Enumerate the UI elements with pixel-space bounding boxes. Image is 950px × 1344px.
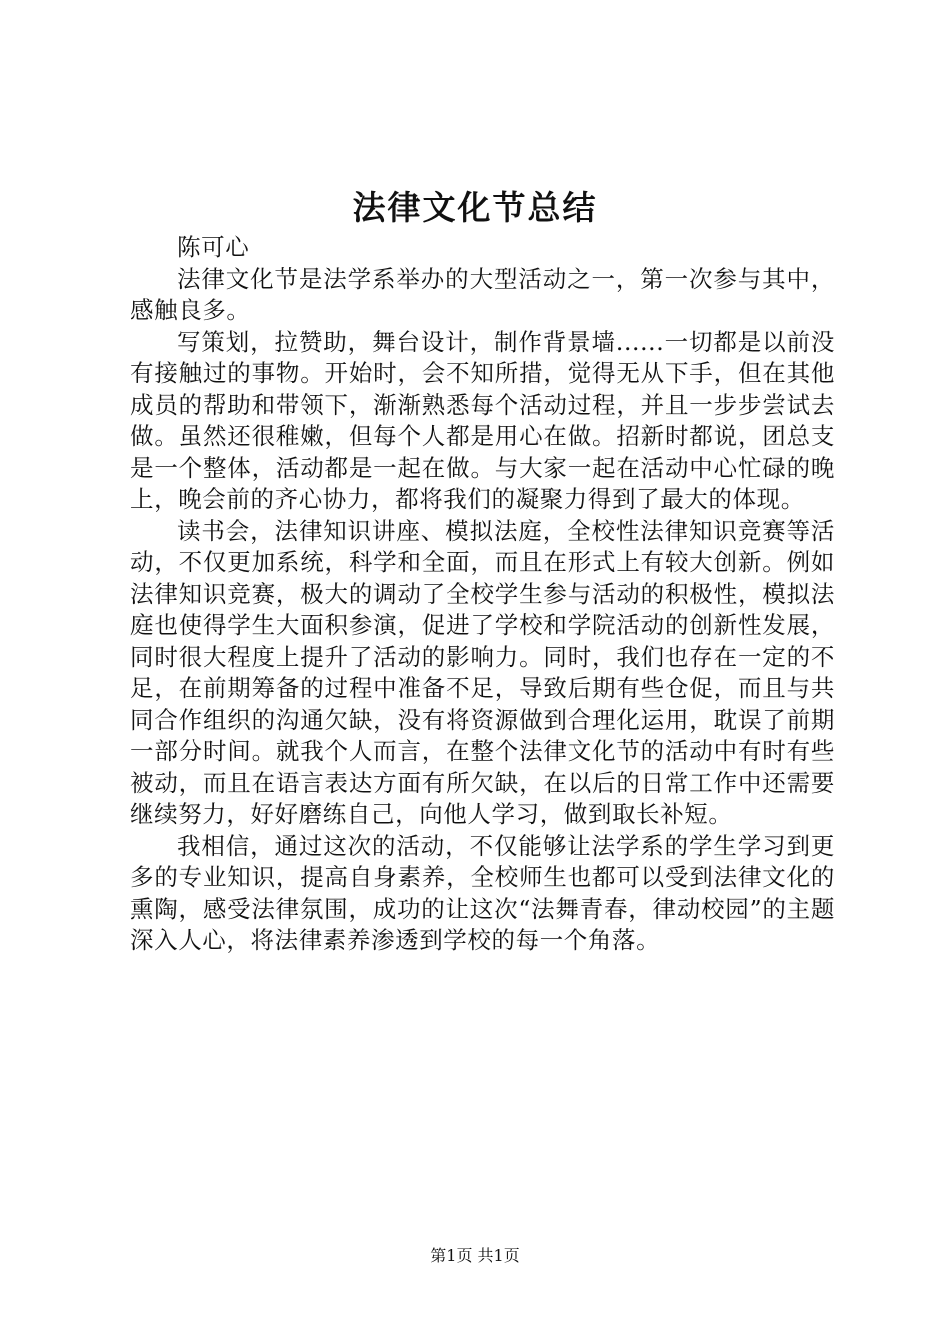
document-title: 法律文化节总结 xyxy=(352,188,598,227)
paragraph-2: 写策划，拉赞助，舞台设计，制作背景墙......一切都是以前没有接触过的事物。开始时，会不知所措，觉得无从下手，但在其他成员的帮助和带领下，渐渐熟悉每个活动过程，并且一步步尝试去做。虽然还很稚嫩，但每个人都是用心在做。招新时都说，团总支是一个整体，活动都是一起在做。与大家一起在活动中心忙碌的晚上，晚会前的齐心协力，都将我们的凝聚力得到了最大的体现。 xyxy=(130,327,835,513)
paragraph-1: 法律文化节是法学系举办的大型活动之一，第一次参与其中，感触良多。 xyxy=(130,264,835,324)
page-footer: 第1页 共1页 xyxy=(430,1246,520,1265)
author-name: 陈可心 xyxy=(177,233,250,261)
paragraph-3: 读书会，法律知识讲座、模拟法庭，全校性法律知识竞赛等活动，不仅更加系统，科学和全面，而且在形式上有较大创新。例如法律知识竞赛，极大的调动了全校学生参与活动的积极性，模拟法庭也使得学生大面积参演，促进了学校和学院活动的创新性发展，同时很大程度上提升了活动的影响力。同时，我们也存在一定的不足，在前期筹备的过程中准备不足，导致后期有些仓促，而且与共同合作组织的沟通欠缺，没有将资源做到合理化运用，耽误了前期一部分时间。就我个人而言，在整个法律文化节的活动中有时有些被动，而且在语言表达方面有所欠缺，在以后的日常工作中还需要继续努力，好好磨练自己，向他人学习，做到取长补短。 xyxy=(130,516,835,828)
document-body xyxy=(130,232,835,957)
paragraph-4: 我相信，通过这次的活动，不仅能够让法学系的学生学习到更多的专业知识，提高自身素养，全校师生也都可以受到法律文化的熏陶，感受法律氛围，成功的让这次“法舞青春，律动校园”的主题深入人心，将法律素养渗透到学校的每一个角落。 xyxy=(130,831,835,954)
